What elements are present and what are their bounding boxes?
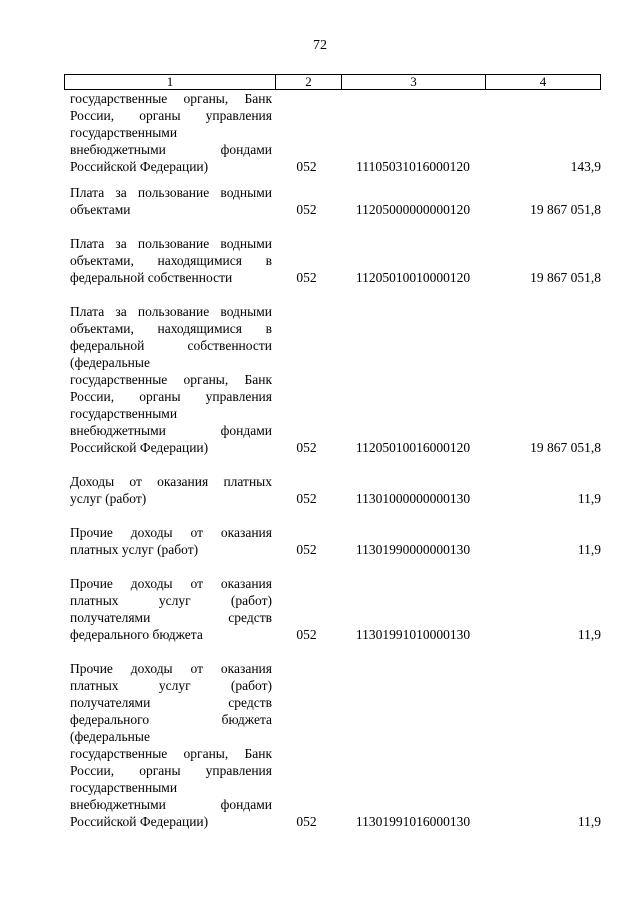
row-name-line: России, органы управления <box>70 763 272 778</box>
row-name <box>64 90 272 175</box>
row-name-line: объектами, находящимися в <box>70 253 272 268</box>
row-name-line: (федеральные <box>70 729 150 744</box>
row-amount: 11,9 <box>577 491 601 506</box>
row-name-line: России, органы управления <box>70 389 272 404</box>
table-header <box>64 74 601 90</box>
row-name-line: Прочие доходы от оказания <box>70 525 272 540</box>
row-name <box>64 660 272 830</box>
row-name-line: Российской Федерации) <box>70 159 209 174</box>
table-row <box>64 660 601 830</box>
row-name-line: государственными <box>70 406 178 421</box>
row-name-line: внебюджетными фондами <box>70 797 272 812</box>
row-name-line: федерального бюджета <box>70 712 272 727</box>
row-amount: 11,9 <box>577 627 601 642</box>
row-name-line: услуг (работ) <box>70 491 147 506</box>
header-col-4: 4 <box>539 74 547 89</box>
row-name <box>64 303 272 456</box>
row-name-line: государственные органы, Банк <box>70 372 272 387</box>
header-col-1: 1 <box>65 75 276 89</box>
table-row <box>64 473 601 507</box>
row-budget-code: 11205000000000120 <box>355 202 471 217</box>
row-name-line: платных услуг (работ) <box>70 542 199 557</box>
table-row <box>64 90 601 175</box>
page-number: 72 <box>313 38 327 53</box>
row-amount: 19 867 051,8 <box>530 270 601 285</box>
row-budget-code: 11301000000000130 <box>355 491 471 506</box>
row-name-line: Российской Федерации) <box>70 814 209 829</box>
row-admin-code: 052 <box>296 440 317 455</box>
row-name-line: государственными <box>70 780 178 795</box>
row-name-line: Прочие доходы от оказания <box>70 576 272 591</box>
row-admin-code: 052 <box>296 159 317 174</box>
table-row <box>64 184 601 218</box>
row-admin-code: 052 <box>296 491 317 506</box>
header-col-3: 3 <box>342 75 486 89</box>
table-body <box>64 90 601 847</box>
row-name <box>64 184 272 218</box>
table-row <box>64 575 601 643</box>
row-name-line: Российской Федерации) <box>70 440 209 455</box>
row-budget-code: 11105031016000120 <box>356 159 470 174</box>
row-budget-code: 11205010010000120 <box>355 270 471 285</box>
row-name-line: федеральной собственности <box>70 338 272 353</box>
table-row <box>64 524 601 558</box>
row-name-line: получателями средств <box>70 695 272 710</box>
row-name-line: (федеральные <box>70 355 150 370</box>
row-name-line: федеральной собственности <box>70 270 233 285</box>
row-name-line: Доходы от оказания платных <box>70 474 272 489</box>
row-name-line: Прочие доходы от оказания <box>70 661 272 676</box>
row-amount: 19 867 051,8 <box>530 440 601 455</box>
row-budget-code: 11301990000000130 <box>355 542 471 557</box>
row-admin-code: 052 <box>296 270 317 285</box>
row-name-line: Плата за пользование водными <box>70 236 272 251</box>
row-name-line: Плата за пользование водными <box>70 185 272 200</box>
row-name-line: объектами <box>70 202 131 217</box>
row-budget-code: 11205010016000120 <box>355 440 471 455</box>
row-name-line: внебюджетными фондами <box>70 142 272 157</box>
row-admin-code: 052 <box>296 814 317 829</box>
row-admin-code: 052 <box>296 202 317 217</box>
row-name-line: России, органы управления <box>70 108 272 123</box>
row-name-line: государственные органы, Банк <box>70 746 272 761</box>
row-name <box>64 473 272 507</box>
row-budget-code: 11301991016000130 <box>355 814 471 829</box>
row-name-line: государственными <box>70 125 178 140</box>
table-row <box>64 235 601 286</box>
row-name-line: Плата за пользование водными <box>70 304 272 319</box>
header-col-2: 2 <box>276 75 342 89</box>
row-name <box>64 235 272 286</box>
row-amount: 19 867 051,8 <box>530 202 601 217</box>
row-name-line: федерального бюджета <box>70 627 203 642</box>
row-admin-code: 052 <box>296 542 317 557</box>
row-name-line: платных услуг (работ) <box>70 593 272 608</box>
row-amount: 11,9 <box>577 542 601 557</box>
row-name-line: объектами, находящимися в <box>70 321 272 336</box>
row-amount: 143,9 <box>570 159 601 174</box>
row-budget-code: 11301991010000130 <box>355 627 471 642</box>
row-name-line: получателями средств <box>70 610 272 625</box>
row-name-line: внебюджетными фондами <box>70 423 272 438</box>
table-row <box>64 303 601 456</box>
row-name <box>64 524 272 558</box>
row-name <box>64 575 272 643</box>
row-name-line: государственные органы, Банк <box>70 91 272 106</box>
row-name-line: платных услуг (работ) <box>70 678 272 693</box>
row-admin-code: 052 <box>296 627 317 642</box>
row-amount: 11,9 <box>577 814 601 829</box>
